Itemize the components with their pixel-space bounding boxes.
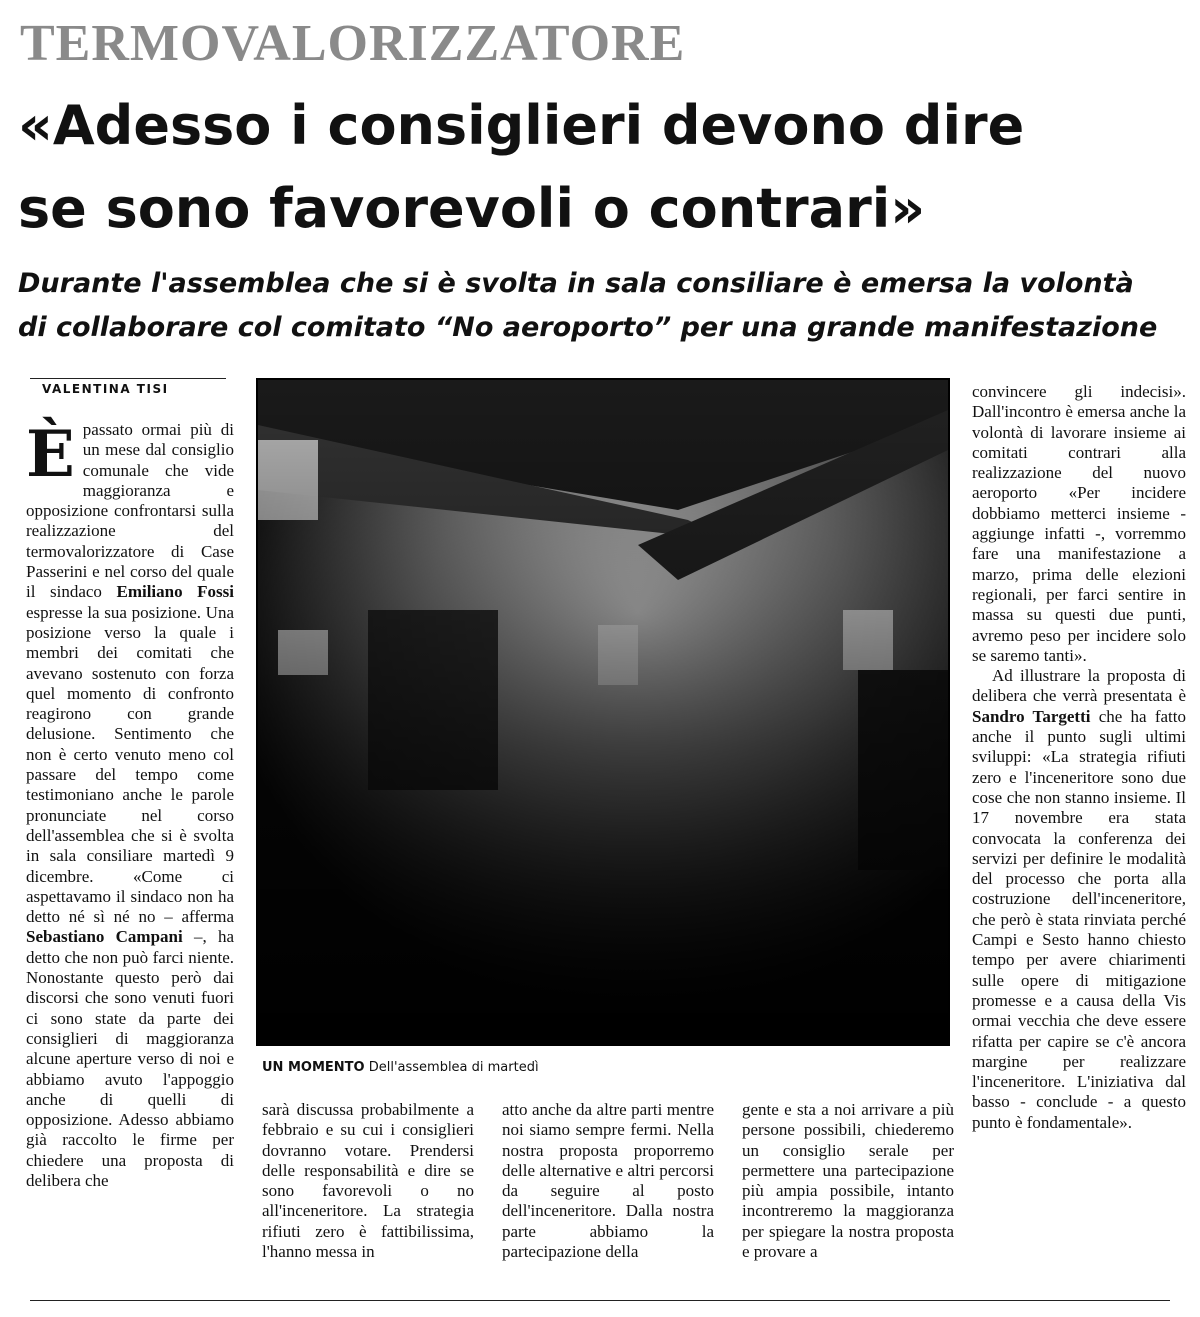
person-name: Emiliano Fossi bbox=[116, 582, 234, 602]
byline: VALENTINA TISI bbox=[42, 382, 169, 396]
article-paragraph bbox=[26, 417, 235, 1191]
article-paragraph: convincere gli indecisi». Dall'incontro è emersa anche la volontà di lavorare insieme ai comitati contrari alla realizzazione del nuovo aeroporto «Per incidere dobbiamo metterci insieme - aggiunge infatti -, vorremmo fare una manifestazione a marzo, prima delle elezioni regionali, per farci sentire in massa su questi due punti, avremo peso per incidere solo se saremo tanti». bbox=[972, 382, 1186, 665]
article-column-1 bbox=[26, 417, 235, 1191]
caption-text: Dell'assemblea di martedì bbox=[364, 1060, 539, 1075]
text-run: Ad illustrare la proposta di delibera che verrà presentata è bbox=[972, 666, 1186, 706]
article-column-5 bbox=[972, 382, 1186, 1133]
subheadline bbox=[18, 262, 1193, 350]
person-name: Sebastiano Campani bbox=[26, 927, 183, 947]
caption-label: UN MOMENTO bbox=[262, 1060, 365, 1075]
article-column-4 bbox=[742, 1100, 954, 1262]
article-paragraph: sarà discussa probabilmente a febbraio e su cui i consiglieri dovranno votare. Prendersi delle responsabilità e dire se sono favorevoli o no all'inceneritore. La strategia rifiuti zero è fattibilissima, l'hanno messa in bbox=[262, 1100, 474, 1262]
text-run: espresse la sua posizione. Una posizione verso la quale i membri dei comitati che avevano sostenuto con forza quel momento di confronto reagirono con grande delusione. Sentimento che non è certo venuto meno col passare del tempo come testimoniano anche le parole pronunciate nel corso dell'assemblea che si è svolta in sala consiliare martedì 9 dicembre. «Come ci aspettavamo il sindaco non ha detto né sì né no – afferma bbox=[26, 602, 234, 927]
article-photo bbox=[256, 378, 950, 1046]
article-column-2 bbox=[262, 1100, 474, 1262]
photo-caption bbox=[262, 1060, 539, 1075]
article-paragraph bbox=[972, 666, 1186, 1133]
person-name: Sandro Targetti bbox=[972, 706, 1091, 726]
kicker: TERMOVALORIZZATORE bbox=[20, 15, 686, 72]
article-paragraph: gente e sta a noi arrivare a più persone possibili, chiederemo un consiglio serale per permettere una partecipazione più ampia possibile, intanto incontreremo la maggioranza per spiegare la nostra proposta e provare a bbox=[742, 1100, 954, 1262]
headline bbox=[18, 84, 1188, 250]
article-column-3 bbox=[502, 1100, 714, 1262]
text-run: che ha fatto anche il punto sugli ultimi sviluppi: «La strategia rifiuti zero e l'inceneritore sono due cose che non stanno insieme. Il 17 novembre era stata convocata la conferenza dei servizi per definire le modalità del processo che porta alla costruzione dell'inceneritore, che però è stata rinviata perché Campi e Sesto hanno chiesto tempo per avere chiarimenti sulle opere di mitigazione promesse e a causa della Vis ormai vecchia che deve essere rifatta per capire se c'è ancora margine per realizzare l'inceneritore. L'iniziativa dal basso - conclude - a questo punto è fondamentale». bbox=[972, 706, 1186, 1132]
headline-line-1: «Adesso i consiglieri devono dire bbox=[18, 94, 1025, 157]
text-run: passato ormai più di un mese dal consiglio comunale che vide maggioranza e opposizione confrontarsi sulla realizzazione del termovalorizzatore di Case Passerini e nel corso del quale il sindaco bbox=[26, 420, 234, 602]
subheadline-line-2: di collaborare col comitato “No aeroporto” per una grande manifestazione bbox=[18, 312, 1158, 343]
subheadline-line-1: Durante l'assemblea che si è svolta in sala consiliare è emersa la volontà bbox=[18, 268, 1134, 299]
byline-rule bbox=[30, 378, 226, 379]
drop-cap: È bbox=[26, 417, 75, 492]
article-paragraph: atto anche da altre parti mentre noi siamo sempre fermi. Nella nostra proposta proporremo delle alternative e altri percorsi da seguire al posto dell'inceneritore. Dalla nostra parte abbiamo la partecipazione della bbox=[502, 1100, 714, 1262]
text-run: –, ha detto che non può farci niente. Nonostante questo però dai discorsi che sono venuti fuori ci sono state da parte dei consiglieri di maggioranza alcune aperture verso di noi e abbiamo avuto l'appoggio anche di quelli di opposizione. Adesso abbiamo già raccolto le firme per chiedere una proposta di delibera che bbox=[26, 927, 235, 1190]
headline-line-2: se sono favorevoli o contrari» bbox=[18, 177, 926, 240]
bottom-rule bbox=[30, 1300, 1170, 1301]
assembly-photo-graphic bbox=[258, 380, 948, 1044]
